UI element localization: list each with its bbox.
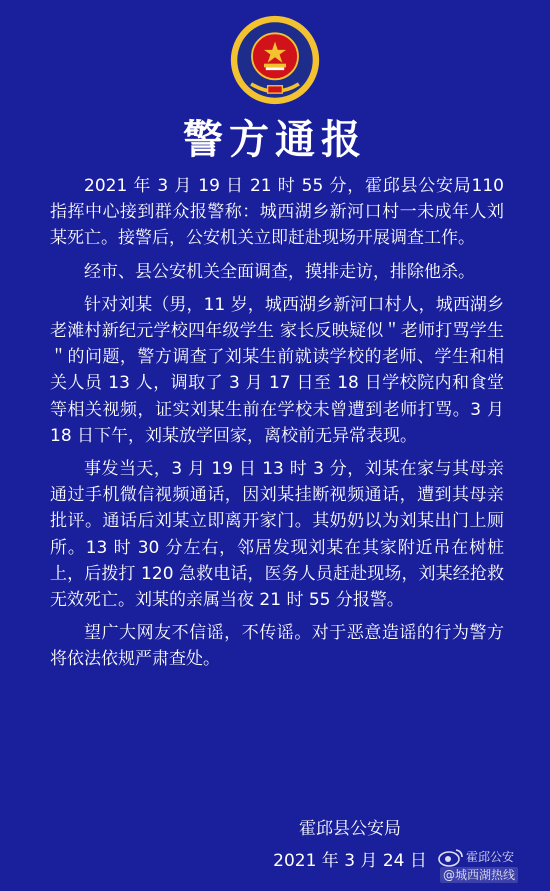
signature-date: 2021 年 3 月 24 日 — [273, 851, 427, 871]
police-emblem-icon — [229, 14, 321, 106]
notice-body — [50, 173, 504, 680]
paragraph-investigation: 经市、县公安机关全面调查，摸排走访，排除他杀。 — [84, 261, 475, 282]
paragraph-report: 2021 年 3 月 19 日 21 时 55 分，霍邱县公安局110 指挥中心接到群众报警称：城西湖乡新河口村一未成年人刘某死亡。接警后，公安机关立即赶赴现场开展调查工作。 — [50, 176, 504, 249]
notice-title: 警方通报 — [183, 117, 367, 163]
signature-block — [240, 816, 460, 880]
paragraph-school-check: 针对刘某（男，11 岁，城西湖乡新河口村人，城西湖乡老滩村新纪元学校四年级学生 家长反映疑似＂老师打骂学生＂的问题，警方调查了刘某生前就读学校的老师、学生和相关人员 13 人，调取了 3 月 17 日至 18 日学校院内和食堂等相关视频，证实刘某生前在学校未曾遭到老师打骂。3 月 18 日下午，刘某放学回家，离校前无异常表现。 — [50, 294, 504, 446]
signature-agency: 霍邱县公安局 — [299, 819, 401, 839]
weibo-icon — [438, 847, 464, 867]
watermark-handle: @城西湖热线 — [440, 867, 518, 883]
weibo-watermark — [438, 845, 542, 885]
paragraph-rumor-warning: 望广大网友不信谣，不传谣。对于恶意造谣的行为警方将依法依规严肃查处。 — [50, 623, 504, 670]
watermark-account: 霍邱公安 — [466, 850, 515, 864]
paragraph-incident: 事发当天，3 月 19 日 13 时 3 分，刘某在家与其母亲通过手机微信视频通话，因刘某挂断视频通话，遭到其母亲批评。通话后刘某立即离开家门。其奶奶以为刘某出门上厕所。13 时 30 分左右，邻居发现刘某在其家附近吊在树桩上，后拨打 120 急救电话，医务人员赶赴现场，刘某经抢救无效死亡。刘某的亲属当夜 21 时 55 分报警。 — [50, 459, 504, 611]
